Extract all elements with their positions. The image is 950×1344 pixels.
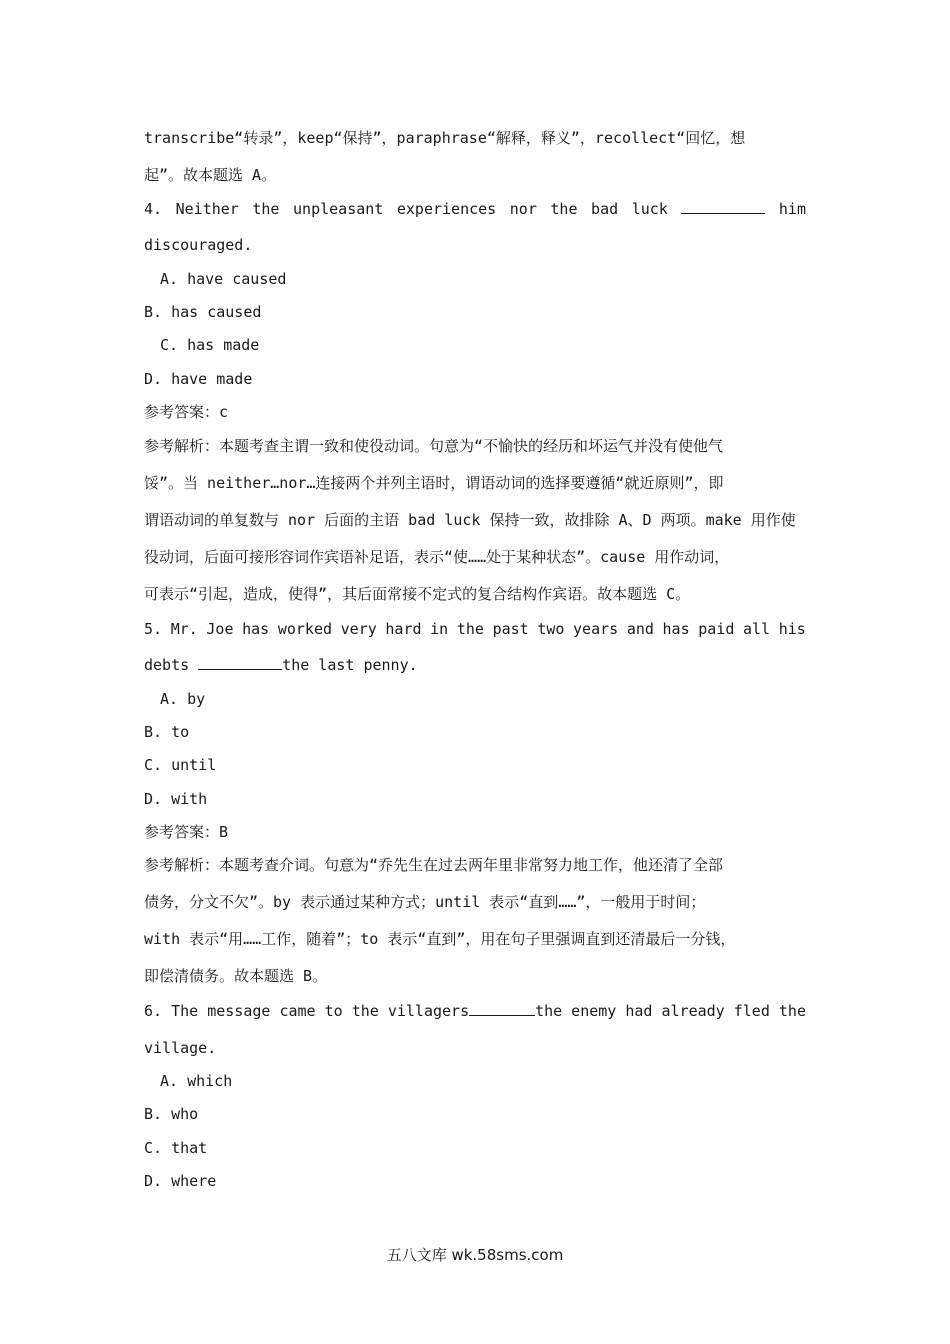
answer-line: 参考答案：B: [144, 823, 229, 841]
word: hard: [385, 620, 422, 638]
option-b: B. to: [144, 723, 190, 741]
answer-blank: [681, 199, 765, 214]
word: his: [778, 620, 806, 638]
question-6-stem: [144, 1001, 806, 1021]
word: the: [456, 620, 484, 638]
explanation-line: 债务，分文不欠”。by 表示通过某种方式；until 表示“直到……”，一般用于时间；: [144, 893, 706, 911]
question-5-stem: [144, 619, 806, 639]
question-5-stem-cont: [144, 655, 418, 675]
text-line: transcribe“转录”，keep“保持”，paraphrase“解释，释义”，recollect“回忆，想: [144, 129, 746, 147]
word: the enemy had already fled the: [535, 1002, 806, 1020]
option-b: B. has caused: [144, 303, 262, 321]
word: the: [550, 200, 578, 218]
word: him: [778, 200, 806, 218]
explanation-line: 馁”。当 neither…nor…连接两个并列主语时，谓语动词的选择要遵循“就近原则”，即: [144, 474, 724, 492]
word: and: [626, 620, 654, 638]
option-c: C. has made: [160, 336, 260, 354]
question-4-stem-cont: discouraged.: [144, 236, 253, 254]
option-c: C. that: [144, 1139, 208, 1157]
explanation-line: with 表示“用……工作，随着”；to 表示“直到”，用在句子里强调直到还清最后一分钱，: [144, 930, 736, 948]
option-d: D. where: [144, 1172, 217, 1190]
word: debts: [144, 656, 190, 674]
word: has: [242, 620, 270, 638]
explanation-line: 可表示“引起，造成，使得”，其后面常接不定式的复合结构作宾语。故本题选 C。: [144, 585, 691, 603]
option-a: A. by: [160, 690, 206, 708]
word: the last penny.: [282, 656, 418, 674]
word: paid: [698, 620, 735, 638]
word: has: [662, 620, 690, 638]
option-c: C. until: [144, 756, 217, 774]
word: the: [252, 200, 280, 218]
word: 5.: [144, 620, 163, 638]
answer-line: 参考答案：c: [144, 403, 229, 421]
word: past: [492, 620, 529, 638]
word: bad: [591, 200, 619, 218]
word: 4.: [144, 200, 163, 218]
option-d: D. have made: [144, 370, 253, 388]
word: luck: [631, 200, 668, 218]
question-4-stem: [144, 199, 806, 219]
word: Neither: [175, 200, 239, 218]
word: nor: [509, 200, 537, 218]
explanation-line: 役动词，后面可接形容词作宾语补足语，表示“使……处于某种状态”。cause 用作动词，: [144, 548, 730, 566]
question-6-stem-cont: village.: [144, 1039, 217, 1057]
word: very: [340, 620, 377, 638]
word: Joe: [206, 620, 234, 638]
word: two: [537, 620, 565, 638]
word: years: [573, 620, 619, 638]
word: experiences: [396, 200, 497, 218]
word: Mr.: [170, 620, 198, 638]
option-a: A. which: [160, 1072, 233, 1090]
word: 6. The message came to the villagers: [144, 1002, 470, 1020]
footer-watermark: 五八文库 wk.58sms.com: [386, 1246, 564, 1264]
explanation-line: 谓语动词的单复数与 nor 后面的主语 bad luck 保持一致，故排除 A、D 两项。make 用作使: [144, 511, 796, 529]
option-d: D. with: [144, 790, 208, 808]
option-b: B. who: [144, 1105, 199, 1123]
explanation-line: 即偿清债务。故本题选 B。: [144, 967, 328, 985]
answer-blank: [198, 655, 282, 670]
word: worked: [277, 620, 333, 638]
option-a: A. have caused: [160, 270, 287, 288]
word: all: [743, 620, 771, 638]
answer-blank: [469, 1001, 535, 1016]
explanation-line: 参考解析：本题考查介词。句意为“乔先生在过去两年里非常努力地工作，他还清了全部: [144, 856, 724, 874]
explanation-line: 参考解析：本题考查主谓一致和使役动词。句意为“不愉快的经历和坏运气并没有使他气: [144, 437, 724, 455]
word: unpleasant: [293, 200, 384, 218]
word: in: [430, 620, 449, 638]
text-line: 起”。故本题选 A。: [144, 166, 277, 184]
